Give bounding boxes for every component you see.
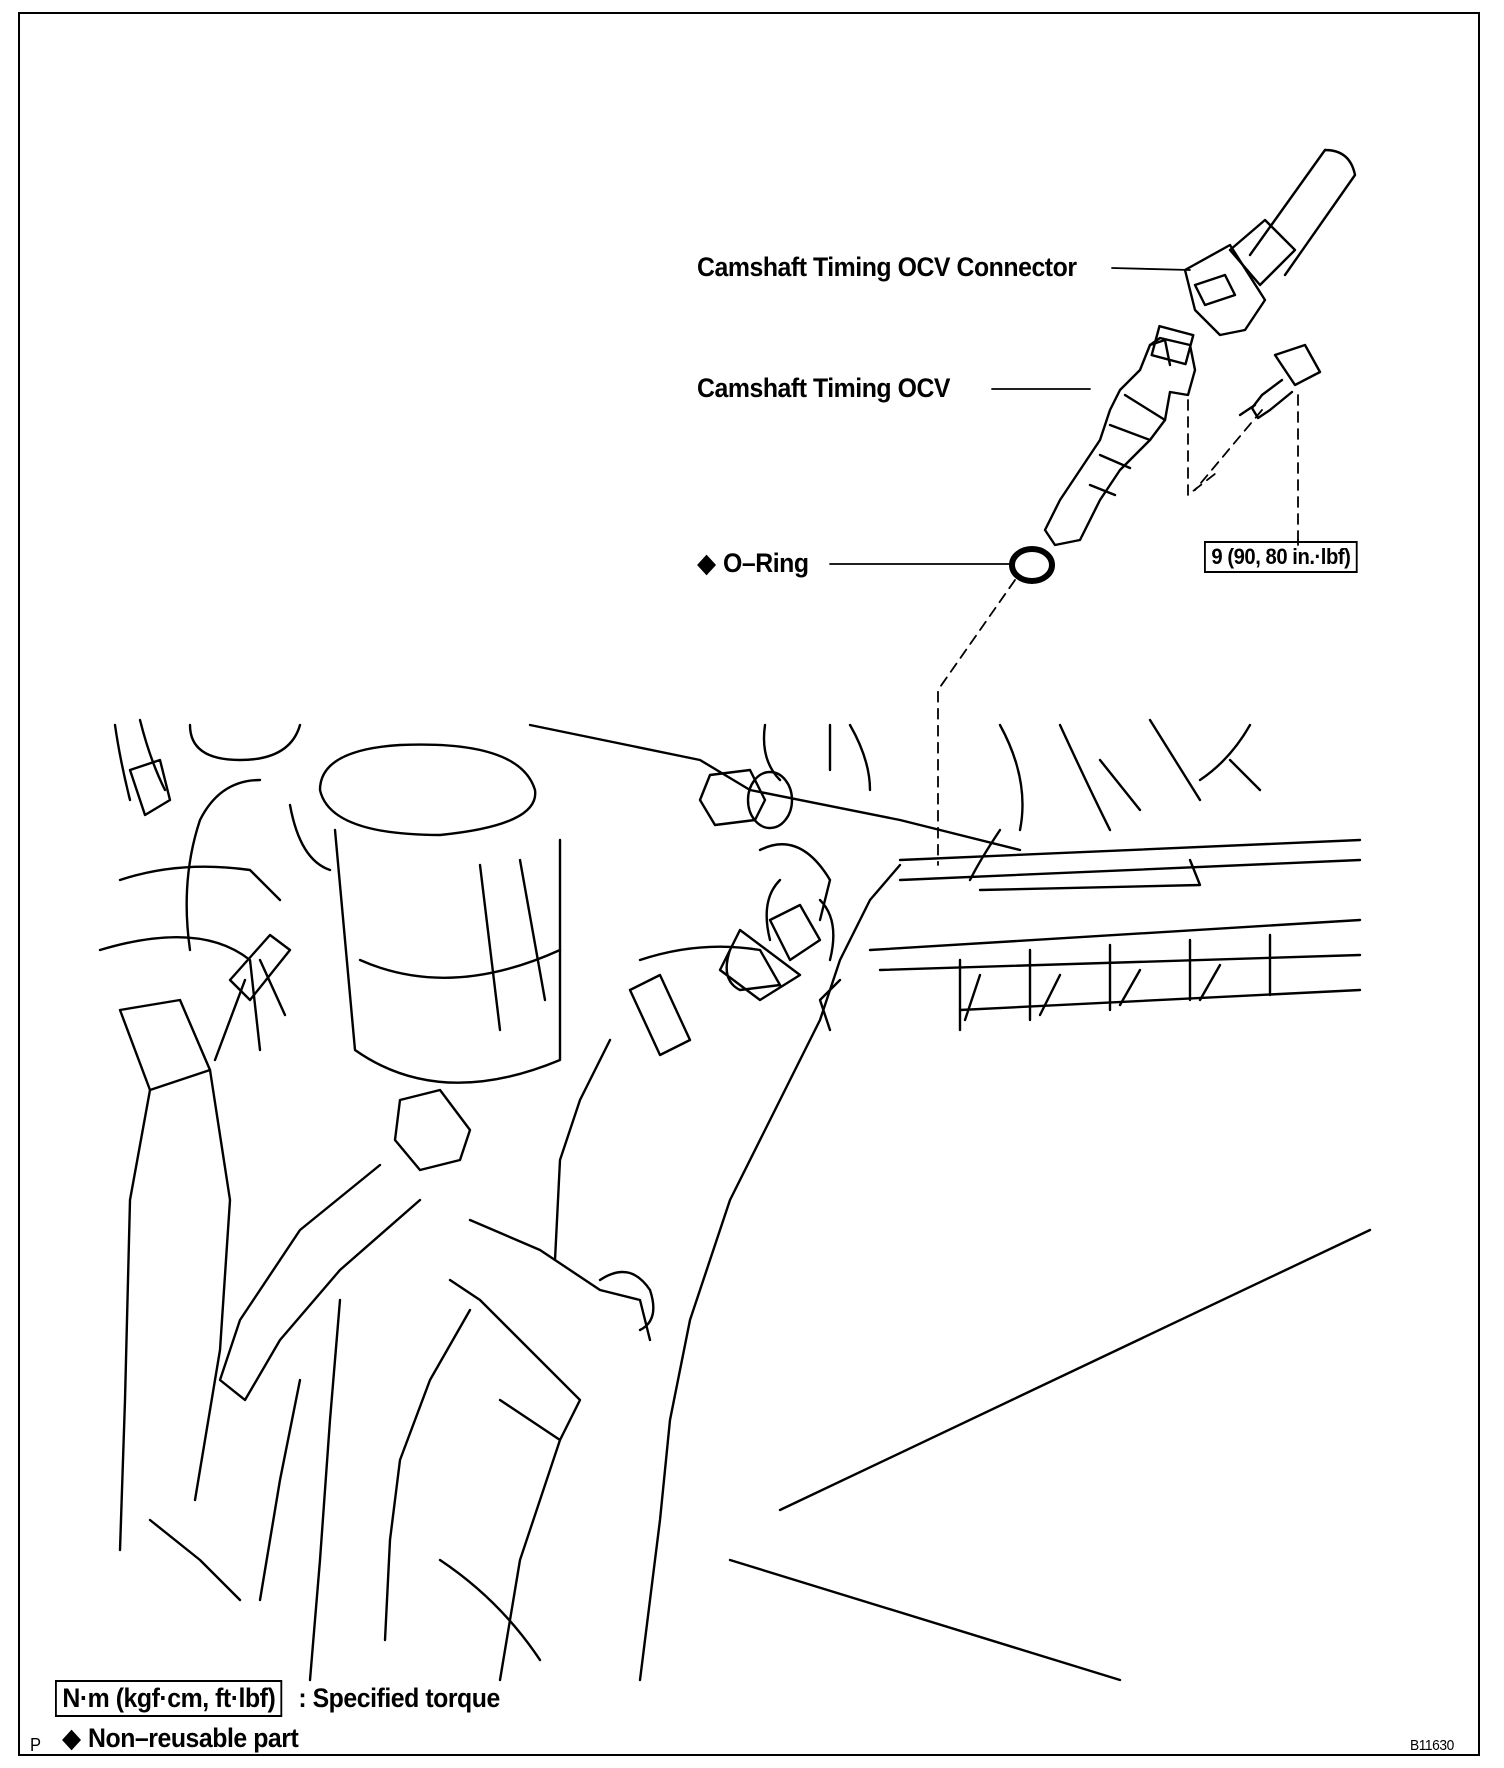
torque-legend-desc: : Specified torque	[298, 1683, 500, 1713]
leader-lines	[830, 268, 1190, 564]
corner-letter: P	[30, 1735, 41, 1755]
figure-code: B11630	[1410, 1737, 1454, 1754]
torque-units-box: N·m (kgf·cm, ft·lbf)	[55, 1680, 283, 1717]
camshaft-timing-ocv-part	[1045, 326, 1195, 545]
bolt-torque-label: 9 (90, 80 in.·lbf)	[1204, 541, 1358, 573]
diamond-icon: ◆	[697, 548, 716, 578]
connector-label: Camshaft Timing OCV Connector	[697, 252, 1077, 282]
nonreusable-legend: ◆ Non–reusable part	[62, 1723, 299, 1753]
o-ring-label: ◆ O–Ring	[697, 548, 809, 578]
o-ring-part	[1012, 549, 1052, 581]
ocv-label: Camshaft Timing OCV	[697, 373, 951, 403]
bolt-part	[1240, 345, 1320, 418]
diamond-icon: ◆	[62, 1723, 81, 1753]
assembly-dashed-lines	[938, 395, 1298, 865]
engine-bay-lineart	[100, 720, 1370, 1680]
ocv-connector-part	[1185, 150, 1355, 335]
torque-legend	[55, 1680, 500, 1717]
